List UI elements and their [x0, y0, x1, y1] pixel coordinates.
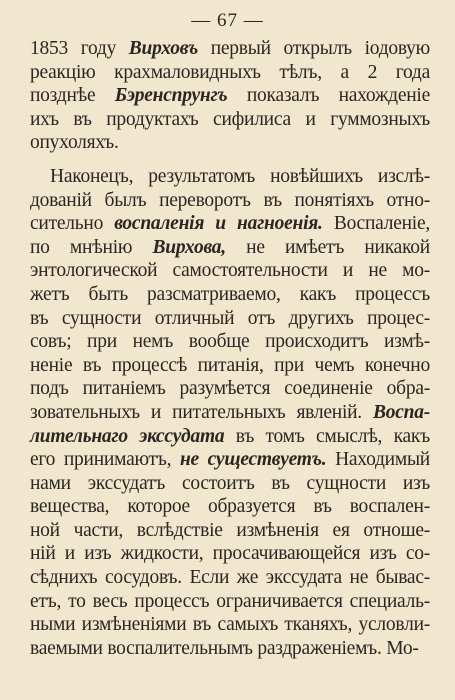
italic-text: Вирхова,	[152, 236, 226, 258]
text-segment: позднѣе	[30, 85, 115, 107]
text-segment: Воспаленіе,	[322, 213, 430, 235]
text-segment: нами экссудатъ состоитъ въ сущности изъ	[30, 472, 430, 494]
text-segment: ній и изъ жидкости, просачивающейся изъ со-	[30, 543, 430, 565]
text-segment: въ томъ смыслѣ, какъ	[224, 425, 430, 447]
text-line	[30, 131, 430, 155]
text-segment: первый открылъ іодовую	[198, 38, 430, 59]
page-number: — 67 —	[191, 10, 264, 31]
text-segment: неніе въ процессѣ питанія, при чемъ конечно	[30, 354, 430, 376]
text-segment: подъ питаніемъ разумѣется соединеніе обра-	[30, 378, 430, 400]
italic-text: не существуетъ.	[179, 449, 327, 471]
text-segment: Наконецъ, результатомъ новѣйшихъ изслѣ-	[50, 165, 430, 187]
text-line	[30, 401, 430, 425]
text-line	[30, 37, 430, 61]
text-line	[30, 259, 430, 283]
text-line	[30, 236, 430, 260]
text-segment: энтологической самостоятельности и не мо-	[30, 260, 430, 282]
text-segment: въ сущности отличный отъ другихъ процес-	[30, 307, 430, 329]
text-segment: ихъ въ продуктахъ сифилиса и гуммозныхъ	[30, 108, 430, 130]
text-line	[30, 566, 430, 590]
text-line	[30, 448, 430, 472]
text-line	[30, 613, 430, 637]
text-line	[30, 108, 430, 132]
text-segment: опухоляхъ.	[30, 132, 119, 154]
text-segment: вещества, которое образуется въ воспален-	[30, 496, 430, 518]
paragraph	[30, 165, 430, 660]
text-segment: ваемыми воспалительнымъ раздраженіемъ. Мо-	[30, 637, 419, 659]
text-segment: ной части, вслѣдствіе измѣненія ея отноше-	[30, 519, 430, 541]
text-line	[30, 189, 430, 213]
text-segment: совъ; при немъ вообще происходитъ измѣ-	[30, 331, 430, 353]
text-line	[30, 61, 430, 85]
italic-text: Воспа-	[373, 401, 430, 423]
text-segment: жетъ быть разсматриваемо, какъ процессъ	[30, 283, 430, 305]
text-line	[30, 84, 430, 108]
text-segment: дованій былъ переворотъ въ понятіяхъ отно-	[30, 189, 430, 211]
text-segment: не имѣетъ никакой	[225, 236, 430, 258]
text-line	[30, 212, 430, 236]
text-segment: 1853 году	[30, 38, 129, 59]
italic-text: Вирховъ	[128, 38, 198, 59]
text-line	[30, 495, 430, 519]
text-segment: его принимаютъ,	[30, 449, 180, 471]
paragraph-gap	[30, 155, 430, 165]
italic-text: Бэренспрунгъ	[114, 85, 228, 107]
text-line	[30, 472, 430, 496]
italic-text: воспаленія и нагноенія.	[114, 213, 323, 235]
text-line	[30, 519, 430, 543]
text-line	[30, 283, 430, 307]
paragraph	[30, 37, 430, 155]
text-line	[30, 637, 430, 661]
text-line	[30, 425, 430, 449]
text-segment: по мнѣнію	[30, 236, 153, 258]
text-line	[30, 307, 430, 331]
text-line	[30, 165, 430, 189]
text-line	[30, 590, 430, 614]
italic-text: лительнаго экссудата	[30, 425, 225, 447]
text-segment: етъ, то весь процессъ ограничивается специаль-	[30, 590, 430, 612]
text-line	[30, 377, 430, 401]
text-line	[30, 542, 430, 566]
text-segment: зовательныхъ и питательныхъ явленій.	[30, 401, 373, 423]
text-line	[30, 330, 430, 354]
body-text	[30, 37, 430, 660]
text-segment: ными измѣненіями въ самыхъ тканяхъ, условли-	[30, 614, 430, 636]
text-line	[30, 354, 430, 378]
text-segment: сѣднихъ сосудовъ. Если же экссудата не бывас-	[30, 567, 430, 589]
text-segment: показалъ нахожденіе	[227, 85, 430, 107]
text-segment: Находимый	[326, 449, 430, 471]
text-segment: реакцію крахмаловидныхъ тѣлъ, а 2 года	[30, 61, 430, 83]
text-segment: сительно	[30, 213, 115, 235]
